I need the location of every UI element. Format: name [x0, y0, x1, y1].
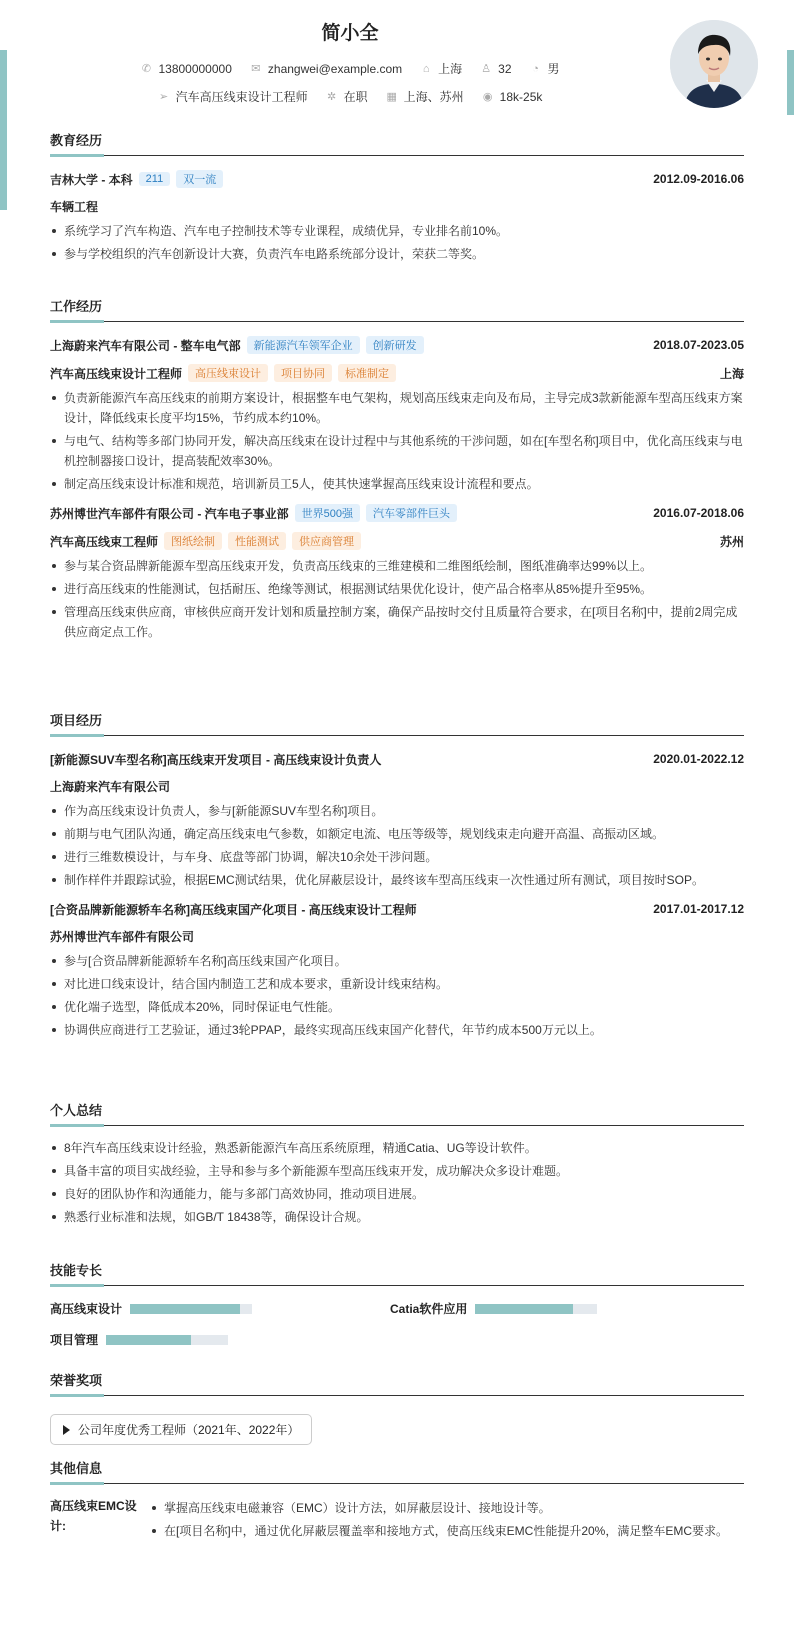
- section-title: 荣誉奖项: [50, 1370, 744, 1396]
- education-section: [50, 130, 744, 296]
- skills-section: [50, 1260, 744, 1370]
- date-range: 2020.01-2022.12: [653, 752, 744, 766]
- job-location: 苏州: [719, 534, 744, 549]
- list-item: 协调供应商进行工艺验证，通过3轮PPAP，最终实现高压线束国产化替代，年节约成本500万元以上。: [50, 1020, 744, 1040]
- skill-level-bar: [130, 1304, 252, 1314]
- age-icon: ♙: [481, 62, 492, 75]
- list-item: 8年汽车高压线束设计经验，熟悉新能源汽车高压系统原理，精通Catia、UG等设计软件。: [50, 1138, 744, 1158]
- list-item: 参与[合资品牌新能源轿车名称]高压线束国产化项目。: [50, 951, 744, 971]
- bullet-list: [50, 556, 744, 642]
- gender: 男: [547, 62, 560, 76]
- contact-row: [0, 60, 700, 77]
- company-name: 苏州博世汽车部件有限公司 - 汽车电子事业部: [50, 506, 289, 521]
- section-title: 教育经历: [50, 130, 744, 156]
- company-name: 上海蔚来汽车有限公司 - 整车电气部: [50, 338, 241, 353]
- send-icon: ➢: [159, 90, 169, 103]
- other-section: [50, 1458, 744, 1544]
- caret-right-icon: [63, 1425, 70, 1435]
- honor-text: 公司年度优秀工程师（2021年、2022年）: [78, 1423, 300, 1437]
- bullet-list: [50, 221, 744, 264]
- list-item: 优化端子选型，降低成本20%，同时保证电气性能。: [50, 997, 744, 1017]
- honors-section: [50, 1370, 744, 1458]
- list-item: 作为高压线束设计负责人，参与[新能源SUV车型名称]项目。: [50, 801, 744, 821]
- school-tag: 211: [139, 172, 171, 186]
- role-tag: 高压线束设计: [188, 364, 268, 382]
- list-item: 系统学习了汽车构造、汽车电子控制技术等专业课程，成绩优异，专业排名前10%。: [50, 221, 744, 241]
- bullet-list: [50, 388, 744, 494]
- date-range: 2017.01-2017.12: [653, 902, 744, 916]
- building-icon: ▦: [386, 90, 397, 103]
- project-name: [新能源SUV车型名称]高压线束开发项目 - 高压线束设计负责人: [50, 752, 382, 767]
- avatar: [670, 20, 758, 108]
- email: zhangwei@example.com: [267, 61, 403, 76]
- projects-section: [50, 710, 744, 1100]
- candidate-name: 简小全: [321, 23, 379, 44]
- project-name: [合资品牌新能源轿车名称]高压线束国产化项目 - 高压线束设计工程师: [50, 902, 417, 917]
- list-item: 进行三维数模设计，与车身、底盘等部门协调，解决10余处干涉问题。: [50, 847, 744, 867]
- job-role: 汽车高压线束工程师: [50, 534, 159, 549]
- target-city: 上海、苏州: [403, 90, 464, 104]
- section-title: 技能专长: [50, 1260, 744, 1286]
- role-tag: 标准制定: [338, 364, 396, 382]
- date-range: 2016.07-2018.06: [653, 506, 744, 520]
- list-item: 制作样件并跟踪试验，根据EMC测试结果，优化屏蔽层设计，最终该车型高压线束一次性通过所有测试，项目按时SOP。: [50, 870, 744, 890]
- list-item: 制定高压线束设计标准和规范，培训新员工5人，使其快速掌握高压线束设计流程和要点。: [50, 474, 744, 494]
- company-tag: 汽车零部件巨头: [366, 504, 457, 522]
- job-intent-row: [0, 88, 700, 105]
- section-title: 个人总结: [50, 1100, 744, 1126]
- skill-name: 高压线束设计: [50, 1302, 123, 1316]
- company-tag: 新能源汽车领军企业: [247, 336, 360, 354]
- skill-level-bar: [106, 1335, 228, 1345]
- skill-item: [390, 1300, 730, 1317]
- date-range: 2012.09-2016.06: [653, 172, 744, 186]
- project-company: 苏州博世汽车部件有限公司: [50, 929, 195, 944]
- salary-icon: ◉: [482, 90, 493, 103]
- list-item: 良好的团队协作和沟通能力，能与多部门高效协同，推动项目进展。: [50, 1184, 744, 1204]
- list-item: 前期与电气团队沟通，确定高压线束电气参数，如额定电流、电压等级等，规划线束走向避开高温、高振动区域。: [50, 824, 744, 844]
- resume-content: [50, 130, 744, 1544]
- role-tag: 项目协同: [274, 364, 332, 382]
- summary-section: [50, 1100, 744, 1260]
- bullet-list: [150, 1496, 744, 1544]
- role-tag: 性能测试: [228, 532, 286, 550]
- list-item: 对比进口线束设计，结合国内制造工艺和成本要求，重新设计线束结构。: [50, 974, 744, 994]
- role-tag: 图纸绘制: [164, 532, 222, 550]
- section-title: 工作经历: [50, 296, 744, 322]
- gender-icon: ◔: [532, 62, 539, 75]
- bullet-list: [50, 801, 744, 890]
- school-tag: 双一流: [176, 170, 223, 188]
- phone: 13800000000: [158, 61, 232, 76]
- bullet-list: [50, 951, 744, 1040]
- list-item: 管理高压线束供应商，审核供应商开发计划和质量控制方案，确保产品按时交付且质量符合要求，在[项目名称]中，提前2周完成供应商定点工作。: [50, 602, 744, 642]
- list-item: 具备丰富的项目实战经验，主导和参与多个新能源车型高压线束开发，成功解决众多设计难题。: [50, 1161, 744, 1181]
- list-item: 在[项目名称]中，通过优化屏蔽层覆盖率和接地方式，使高压线束EMC性能提升20%，满足整车EMC要求。: [150, 1521, 744, 1541]
- bullet-list: [50, 1138, 744, 1227]
- project-company: 上海蔚来汽车有限公司: [50, 779, 171, 794]
- school-name: 吉林大学 - 本科: [50, 172, 133, 187]
- company-tag: 创新研发: [366, 336, 424, 354]
- email-icon: ✉: [251, 62, 261, 75]
- section-title: 项目经历: [50, 710, 744, 736]
- skill-item: [50, 1331, 390, 1348]
- list-item: 参与某合资品牌新能源车型高压线束开发，负责高压线束的三维建模和二维图纸绘制，图纸准确率达99%以上。: [50, 556, 744, 576]
- skill-name: 项目管理: [50, 1333, 99, 1347]
- company-tag: 世界500强: [295, 504, 360, 522]
- date-range: 2018.07-2023.05: [653, 338, 744, 352]
- other-label: 高压线束EMC设计:: [50, 1499, 137, 1533]
- job-status: 在职: [343, 90, 368, 104]
- major: 车辆工程: [50, 199, 99, 214]
- skills-grid: [50, 1300, 744, 1348]
- age: 32: [498, 61, 512, 76]
- status-icon: ✲: [327, 90, 337, 103]
- list-item: 负责新能源汽车高压线束的前期方案设计，根据整车电气架构，规划高压线束走向及布局，主导完成3款新能源车型高压线束方案设计，降低线束长度平均15%，节约成本约10%。: [50, 388, 744, 428]
- role-tag: 供应商管理: [292, 532, 361, 550]
- job-role: 汽车高压线束设计工程师: [50, 366, 183, 381]
- section-title: 其他信息: [50, 1458, 744, 1484]
- list-item: 进行高压线束的性能测试，包括耐压、绝缘等测试，根据测试结果优化设计，使产品合格率从85%提升至95%。: [50, 579, 744, 599]
- work-section: [50, 296, 744, 710]
- list-item: 与电气、结构等多部门协同开发，解决高压线束在设计过程中与其他系统的干涉问题，如在[车型名称]项目中，优化高压线束与电机控制器接口设计，提高装配效率30%。: [50, 431, 744, 471]
- avatar-portrait-icon: [670, 20, 758, 108]
- list-item: 熟悉行业标准和法规，如GB/T 18438等，确保设计合规。: [50, 1207, 744, 1227]
- job-location: 上海: [719, 366, 744, 381]
- phone-icon: ✆: [141, 62, 152, 75]
- skill-item: [50, 1300, 390, 1317]
- list-item: 掌握高压线束电磁兼容（EMC）设计方法，如屏蔽层设计、接地设计等。: [150, 1498, 744, 1518]
- home-icon: ⌂: [422, 62, 430, 75]
- resume-header: [0, 0, 794, 130]
- skill-level-bar: [475, 1304, 597, 1314]
- salary: 18k-25k: [499, 89, 543, 104]
- skill-name: Catia软件应用: [390, 1302, 468, 1316]
- city: 上海: [438, 62, 463, 76]
- honor-item[interactable]: [50, 1414, 312, 1445]
- list-item: 参与学校组织的汽车创新设计大赛，负责汽车电路系统部分设计，荣获二等奖。: [50, 244, 744, 264]
- target-job: 汽车高压线束设计工程师: [175, 90, 308, 104]
